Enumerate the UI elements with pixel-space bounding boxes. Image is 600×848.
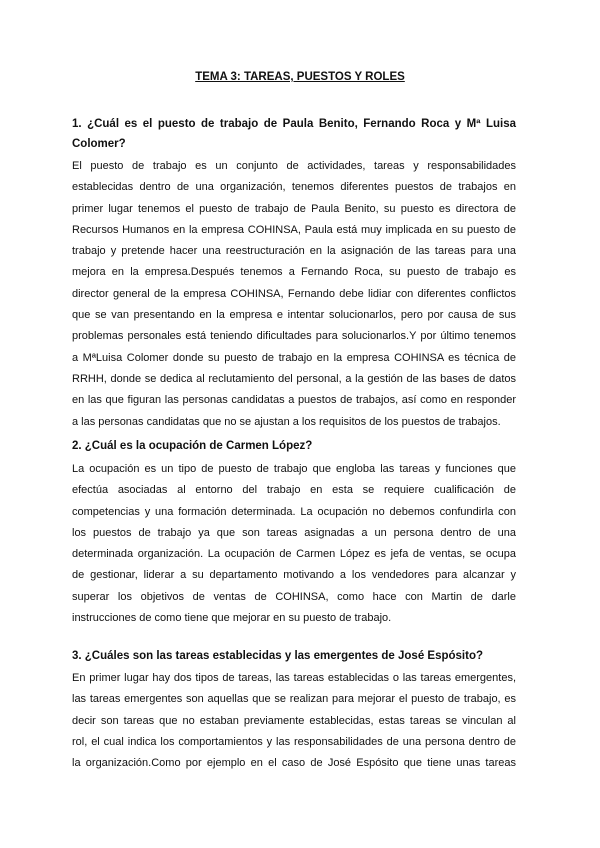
answer-2-line: determinada organización. La ocupación de Carmen López es jefa de ventas, se ocupa [72, 548, 516, 561]
answer-1-line: a MªLuisa Colomer donde su puesto de trabajo en la empresa COHINSA es técnica de [72, 351, 516, 364]
answer-1-paragraph [72, 156, 516, 433]
answer-3-paragraph [72, 668, 516, 774]
answer-2-line: instrucciones de como tiene que mejorar en su puesto de trabajo. [72, 612, 392, 625]
document-title: TEMA 3: TAREAS, PUESTOS Y ROLES [195, 71, 405, 83]
answer-1-line: trabajo y pretende hacer una reestructuración en la asignación de las tareas para una [72, 245, 516, 258]
answer-3-line: rol, el cual indica los comportamientos y las responsabilidades de una persona dentro de [72, 735, 516, 748]
answer-2-line: competencias y una formación determinada. La ocupación no debemos confundirla con [72, 505, 516, 518]
answer-2-line: efectúa asociadas al entorno del trabajo en esta se requiere cualificación de [72, 484, 516, 497]
answer-3-line: las tareas emergentes son aquellas que se realizan para mejorar el puesto de trabajo, es [72, 693, 516, 706]
question-3-heading: 3. ¿Cuáles son las tareas establecidas y las emergentes de José Espósito? [72, 650, 483, 662]
answer-2-line: los puestos de trabajo ya que son tareas asignadas a un persona dentro de una [72, 526, 516, 539]
answer-2-paragraph [72, 459, 516, 629]
answer-2-line: La ocupación es un tipo de puesto de trabajo que engloba las tareas y funciones que [72, 463, 516, 475]
answer-1-line: director general de la empresa COHINSA, Fernando debe lidiar con diferentes conflictos [72, 287, 516, 300]
answer-1-line: problemas personales está teniendo dificultades para solucionarlos.Y por último tenemos [72, 330, 516, 343]
answer-1-line: mejora en la empresa.Después tenemos a Fernando Roca, su puesto de trabajo es [72, 266, 516, 279]
answer-2-line: superar los objetivos de ventas de COHINSA, como hace con Martin de darle [72, 590, 516, 603]
answer-3-line: la organización.Como por ejemplo en el caso de José Espósito que tiene unas tareas [72, 757, 516, 770]
answer-1-line: en las que figuran las personas candidatas a puestos de trabajos, así como en responder [72, 394, 516, 407]
answer-1-line: El puesto de trabajo es un conjunto de actividades, tareas y responsabilidades [72, 160, 516, 172]
answer-1-line: establecidas dentro de una organización, tenemos diferentes puestos de trabajos en [72, 181, 516, 194]
answer-1-line: Recursos Humanos en la empresa COHINSA, Paula está muy implicada en su puesto de [72, 223, 516, 236]
answer-3-line: En primer lugar hay dos tipos de tareas, las tareas establecidas o las tareas emergentes, [72, 672, 516, 684]
answer-1-line: a las personas candidatas que no se ajustan a los requisitos de los puestos de trabajos. [72, 415, 501, 428]
answer-3-line: decir son tareas que no estaban previamente establecidas, estas tareas se vinculan al [72, 714, 516, 727]
question-1-heading: 1. ¿Cuál es el puesto de trabajo de Paula Benito, Fernando Roca y Mª Luisa Colomer? [72, 118, 516, 150]
answer-1-line: que se van presentando en la empresa e intentar solucionarlos, pero por causa de sus [72, 309, 516, 322]
question-2-heading: 2. ¿Cuál es la ocupación de Carmen López? [72, 440, 313, 452]
answer-2-line: de gestionar, liderar a su departamento motivando a los vendedores para alcanzar y [72, 569, 516, 582]
answer-1-line: RRHH, donde se dedica al reclutamiento del personal, a la gestión de las bases de datos [72, 372, 516, 385]
answer-1-line: primer lugar tenemos el puesto de trabajo de Paula Benito, su puesto es directora de [72, 202, 516, 215]
